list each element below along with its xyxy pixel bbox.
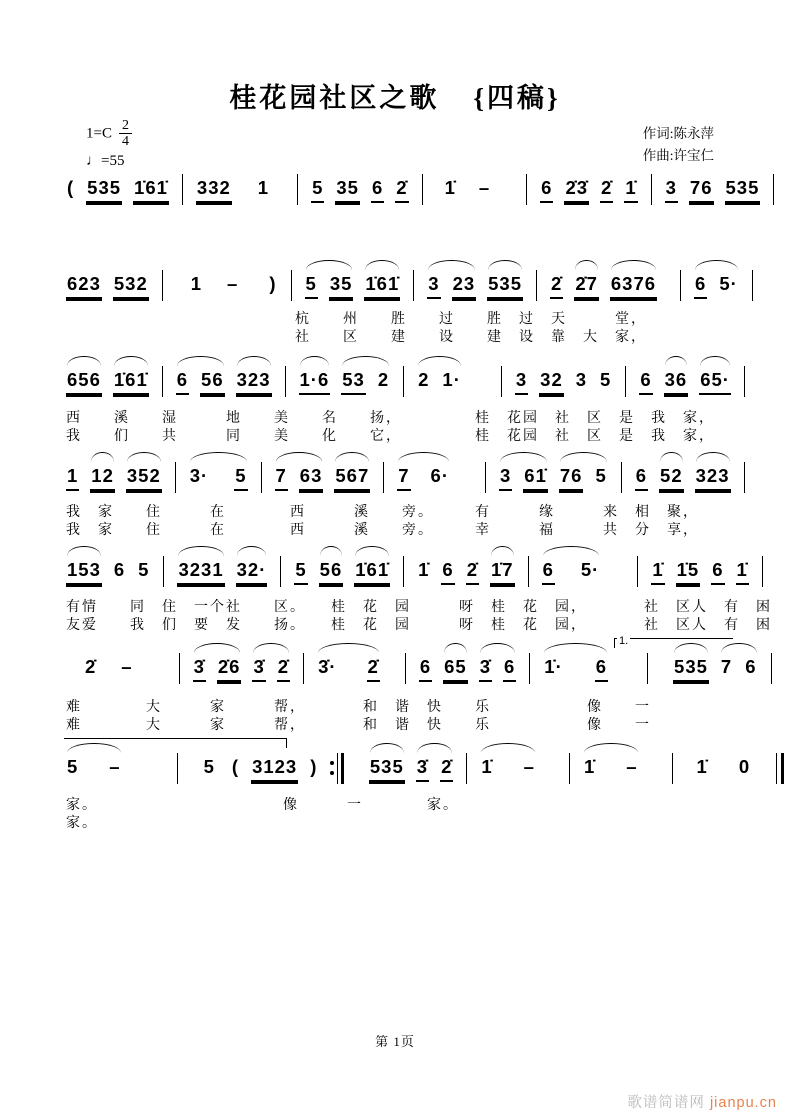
note-token: 36: [664, 368, 689, 395]
note-token: 3̇: [252, 655, 265, 682]
lyric-line: 我 们 共 同 美 化 它， 桂 花园 社 区 是 我 家，: [66, 429, 715, 444]
note-token: 5: [305, 272, 318, 299]
watermark-site-url: jianpu.cn: [709, 1095, 777, 1111]
barline: [422, 174, 423, 205]
key-signature-block: [86, 118, 132, 170]
note-token: 3: [665, 176, 678, 203]
watermark: [627, 1091, 777, 1112]
note-token: 6: [711, 558, 724, 585]
note-token: 2̇: [440, 755, 453, 782]
music-system: [66, 272, 744, 301]
note-token: –: [626, 756, 638, 777]
note-token: 65: [443, 655, 468, 682]
note-token: 52: [659, 464, 684, 491]
note-token: 153: [66, 558, 102, 585]
note-token: 1̇5: [676, 558, 701, 585]
note-token: 1: [190, 273, 203, 294]
lyric-line: 西 溪 湿 地 美 名 扬， 桂 花园 社 区 是 我 家，: [66, 411, 715, 426]
note-token: 323: [695, 464, 731, 491]
note-group: [542, 558, 601, 585]
note-token: 6: [113, 559, 126, 580]
quarter-note-icon: ♩: [86, 152, 101, 169]
note-token: 2̇: [277, 655, 290, 682]
final-barline: [776, 753, 784, 784]
note-token: 2̇: [85, 656, 97, 677]
barline: [762, 556, 763, 587]
note-token: 2̇7: [574, 272, 599, 299]
barline: [529, 653, 530, 684]
composer-credit: 作曲:许宝仁: [642, 147, 714, 163]
note-group: [417, 368, 462, 392]
barline: [179, 653, 180, 684]
note-token: 2: [377, 369, 390, 390]
lyric-line: 难 大 家 帮， 和 谐 快 乐 像 一: [66, 700, 651, 715]
note-token: 2̇: [550, 272, 563, 299]
note-token: 535: [725, 176, 761, 203]
note-token: 35: [329, 272, 354, 299]
note-token: 32: [539, 368, 564, 395]
music-system: [66, 368, 744, 397]
note-token: 63: [299, 464, 324, 491]
note-group: [720, 655, 758, 679]
barline: [466, 753, 467, 784]
time-signature: [119, 118, 132, 150]
note-token: 12: [90, 464, 115, 491]
repeat-dots: [330, 761, 334, 765]
note-group: [543, 655, 608, 682]
lyric-line: 社 区 建 设 建 设 靠 大 家，: [295, 330, 647, 345]
note-group: [583, 755, 639, 779]
barline: [280, 556, 281, 587]
note-token: 6: [441, 558, 454, 585]
draft-label: {四稿}: [473, 83, 561, 113]
barline: [625, 366, 626, 397]
note-token: 2̇3̇: [564, 176, 589, 203]
note-group: [694, 272, 739, 299]
note-token: 5: [138, 559, 150, 580]
note-token: 2̇: [367, 655, 380, 682]
note-group: [479, 655, 517, 682]
note-token: 3̇·: [318, 656, 337, 677]
volta-label: 1.: [619, 635, 629, 647]
barline: [291, 270, 292, 301]
note-group: [499, 464, 548, 491]
barline: [528, 556, 529, 587]
barline: [621, 462, 622, 493]
note-group: [480, 755, 536, 779]
note-token: 1̇: [696, 756, 708, 777]
barline: [651, 174, 652, 205]
barline: [403, 366, 404, 397]
note-group: [427, 272, 476, 299]
barline: [162, 366, 163, 397]
note-token: 3̇: [193, 655, 206, 682]
note-token: 2: [418, 369, 430, 390]
barline: [501, 366, 502, 397]
note-token: 2̇: [600, 176, 613, 203]
note-token: 1̇·: [544, 656, 563, 677]
note-token: 1̇: [418, 559, 430, 580]
note-group: [416, 755, 454, 782]
barline: [162, 270, 163, 301]
note-group: [66, 755, 122, 779]
note-token: 6: [542, 558, 555, 585]
note-token: 61̇: [523, 464, 548, 491]
note-token: 5: [67, 756, 79, 777]
note-token: 323: [236, 368, 272, 395]
note-group: [252, 655, 290, 682]
note-group: [341, 368, 390, 395]
note-token: (: [67, 177, 75, 198]
note-token: 7: [275, 464, 288, 491]
music-system: [66, 635, 757, 684]
repeat-barline: [330, 755, 344, 784]
barline: [297, 174, 298, 205]
note-token: 3: [575, 369, 588, 390]
note-token: 1·: [442, 369, 461, 390]
note-token: 656: [66, 368, 102, 395]
note-token: –: [109, 756, 121, 777]
note-token: 5·: [580, 559, 600, 580]
note-token: 32·: [236, 558, 268, 585]
note-group: [193, 655, 242, 682]
meter-numerator: 2: [119, 118, 132, 134]
barline: [744, 366, 745, 397]
note-group: [559, 464, 608, 491]
page-title: [0, 76, 790, 115]
note-token: 3: [499, 464, 512, 491]
note-token: –: [121, 656, 133, 677]
barline: [261, 462, 262, 493]
note-token: 6·: [430, 465, 449, 486]
barline: [403, 556, 404, 587]
music-system: [66, 558, 748, 587]
lyric-line: 难 大 家 帮， 和 谐 快 乐 像 一: [66, 718, 651, 733]
volta-bracket: [64, 738, 287, 748]
barline: [405, 653, 406, 684]
note-token: 7: [720, 656, 733, 677]
note-token: 1·6: [299, 368, 331, 395]
note-group: [317, 655, 380, 682]
note-token: 2̇6: [217, 655, 242, 682]
note-token: 6: [176, 368, 189, 395]
barline: [485, 462, 486, 493]
note-token: 6: [635, 464, 648, 491]
note-token: 5: [595, 465, 607, 486]
note-token: 623: [66, 272, 102, 299]
credits-block: [643, 123, 714, 166]
note-token: –: [478, 177, 491, 198]
note-token: 2̇: [395, 176, 408, 203]
note-group: [176, 368, 225, 395]
note-token: 5: [234, 464, 247, 491]
note-token: 3231: [177, 558, 224, 585]
note-token: 56: [200, 368, 225, 395]
barline: [637, 556, 638, 587]
note-token: 1: [257, 177, 270, 198]
note-token: 6: [694, 272, 707, 299]
barline: [413, 270, 414, 301]
barline: [383, 462, 384, 493]
tempo-value: =55: [101, 152, 125, 169]
barline: [647, 653, 648, 684]
barline: [536, 270, 537, 301]
note-token: 5: [600, 369, 612, 390]
note-group: [189, 464, 248, 491]
tempo-marking: [86, 153, 132, 170]
barline: [773, 174, 774, 205]
note-token: (: [231, 756, 240, 777]
note-token: 6376: [610, 272, 657, 299]
barline: [771, 653, 772, 684]
note-token: 6: [419, 655, 432, 682]
note-token: 6: [595, 655, 608, 682]
note-token: 3123: [251, 755, 298, 782]
note-token: 535: [673, 655, 709, 682]
note-token: 1̇61̇: [364, 272, 400, 299]
note-token: 5: [294, 558, 307, 585]
note-token: 6: [745, 656, 757, 677]
note-token: 1̇: [651, 558, 664, 585]
note-token: 7: [397, 464, 410, 491]
barline: [163, 556, 164, 587]
note-token: 23: [452, 272, 477, 299]
barline: [285, 366, 286, 397]
lyricist-credit: 作词:陈永萍: [642, 126, 714, 141]
barline: [752, 270, 753, 301]
note-token: 3̇: [416, 755, 429, 782]
note-token: 332: [196, 176, 232, 203]
note-token: 532: [113, 272, 149, 299]
barline: [569, 753, 570, 784]
note-token: 3̇: [479, 655, 492, 682]
barline: [744, 462, 745, 493]
lyric-line: 我 家 住 在 西 溪 旁。 幸 福 共 分 享，: [66, 523, 699, 538]
note-group: [397, 464, 450, 491]
lyric-line: 家。 像 一 家。: [66, 798, 459, 813]
note-token: 1̇61̇: [354, 558, 390, 585]
music-system: [66, 755, 751, 784]
note-token: 1: [66, 464, 79, 491]
lyric-line: 杭 州 胜 过 胜 过 天 堂，: [295, 312, 647, 327]
note-token: 1̇: [583, 756, 596, 777]
note-token: 5: [311, 176, 324, 203]
note-token: 53: [341, 368, 366, 395]
music-system: [66, 176, 760, 205]
note-token: 65·: [699, 368, 731, 395]
note-token: 0: [738, 756, 751, 777]
note-token: 76: [689, 176, 714, 203]
note-token: 5: [203, 756, 215, 777]
note-token: 1̇7: [490, 558, 515, 585]
song-title: 桂花园社区之歌: [229, 83, 440, 113]
note-token: 35: [335, 176, 360, 203]
note-token: 1̇: [624, 176, 637, 203]
note-token: 1̇61̇: [133, 176, 169, 203]
note-token: 3·: [189, 465, 209, 486]
note-group: [275, 464, 324, 491]
note-token: 6: [639, 368, 652, 395]
note-token: 3: [515, 368, 528, 395]
note-token: 5·: [719, 273, 738, 294]
lyric-line: 有情 同 住 一个社 区。 桂 花 园 呀 桂 花 园， 社 区人 有 困: [66, 600, 772, 615]
note-token: 535: [487, 272, 523, 299]
note-token: 535: [86, 176, 122, 203]
note-token: –: [523, 756, 535, 777]
lyric-line: 我 家 住 在 西 溪 旁。 有 缘 来 相 聚，: [66, 505, 699, 520]
note-token: ): [269, 273, 277, 294]
key-signature: 1=C: [86, 125, 112, 142]
repeat-thick-bar: [341, 753, 344, 784]
note-token: ): [310, 756, 318, 777]
note-token: 2̇: [466, 558, 479, 585]
lyric-line: 家。: [66, 816, 98, 831]
barline: [672, 753, 673, 784]
note-group: [305, 272, 354, 299]
note-token: 3: [427, 272, 440, 299]
note-token: 567: [334, 464, 370, 491]
barline: [526, 174, 527, 205]
note-token: 76: [559, 464, 584, 491]
note-token: 6: [371, 176, 384, 203]
meter-denominator: 4: [121, 134, 129, 150]
lyric-line: 友爱 我 们 要 发 扬。 桂 花 园 呀 桂 花 园， 社 区人 有 困: [66, 618, 772, 633]
repeat-thin-bar: [337, 753, 338, 784]
volta-bracket: [614, 635, 733, 648]
barline: [175, 462, 176, 493]
note-token: –: [227, 273, 239, 294]
note-token: 1̇: [481, 756, 493, 777]
barline: [182, 174, 183, 205]
note-token: 56: [319, 558, 344, 585]
note-token: 1̇61̇: [113, 368, 149, 395]
note-token: 535: [369, 755, 405, 782]
note-token: 1̇: [444, 177, 456, 198]
note-token: 352: [126, 464, 162, 491]
barline: [177, 753, 178, 784]
barline: [680, 270, 681, 301]
note-token: 6: [540, 176, 553, 203]
music-system: [66, 464, 744, 493]
barline: [303, 653, 304, 684]
note-token: 1̇: [736, 558, 749, 585]
note-token: 6: [503, 655, 516, 682]
page-number: 第 1页: [375, 1034, 415, 1049]
watermark-site-name: 歌谱简谱网: [627, 1095, 705, 1111]
